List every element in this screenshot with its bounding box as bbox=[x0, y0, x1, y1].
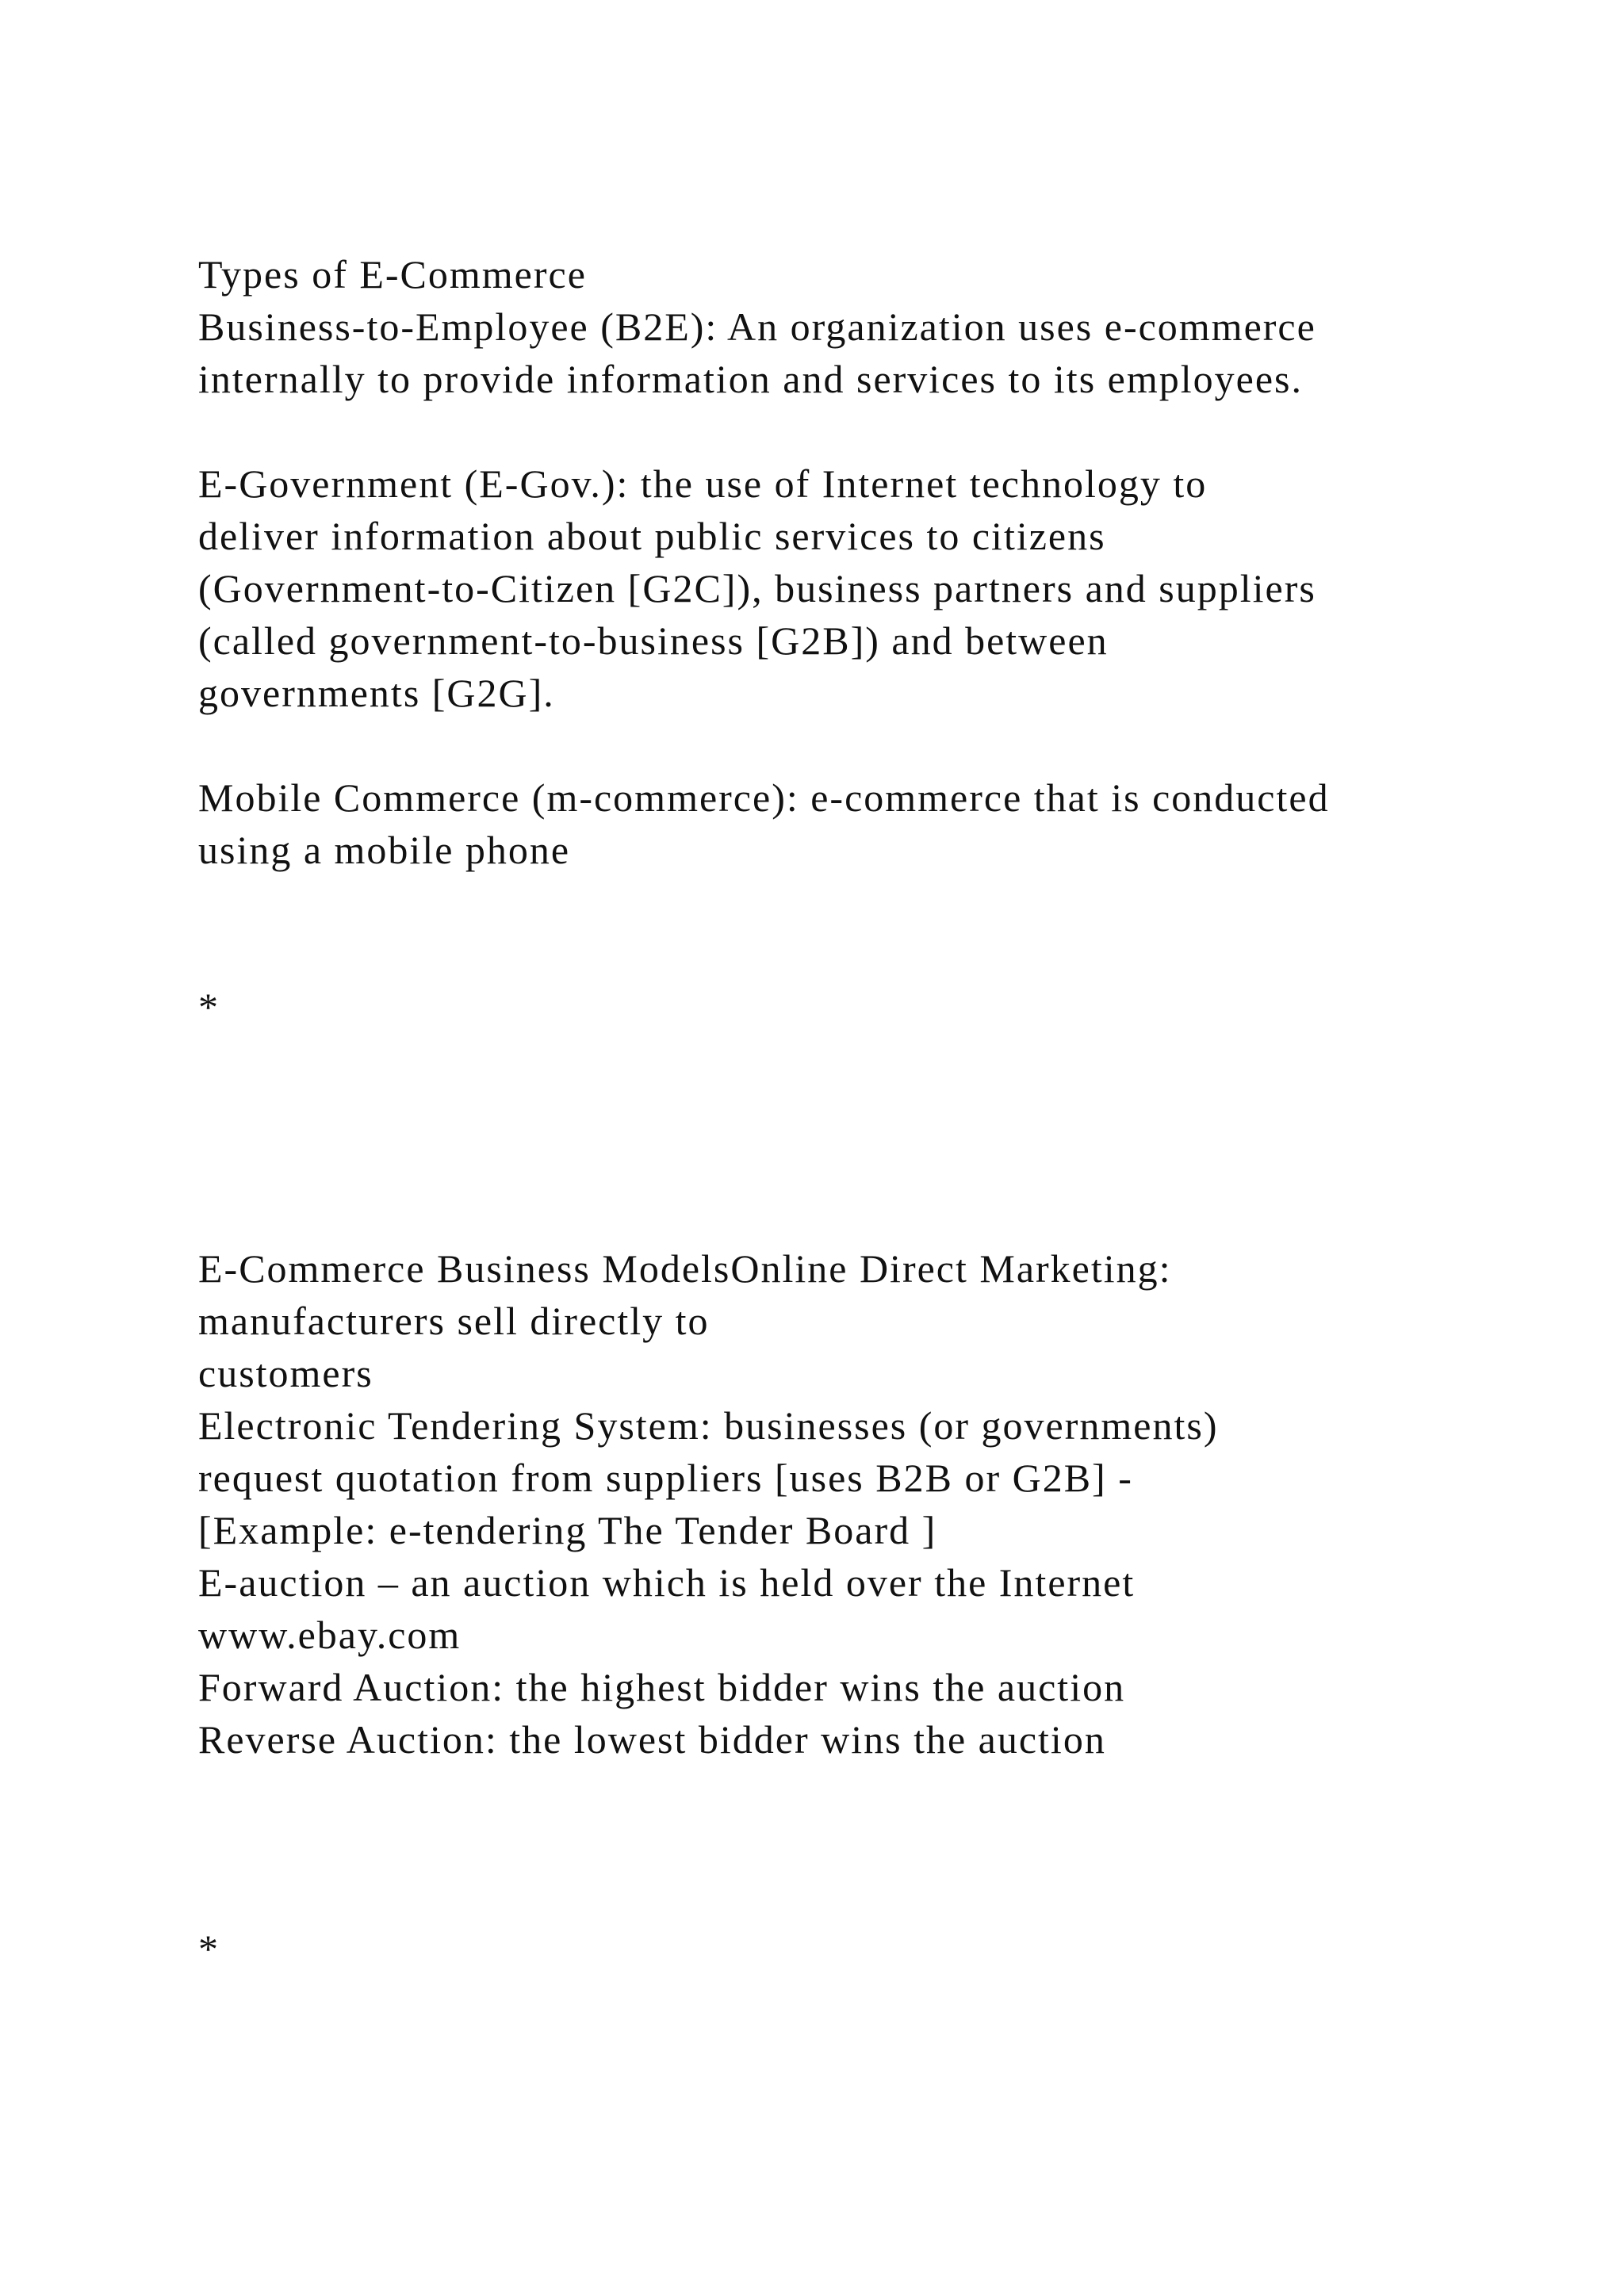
slide-footnote-marker bbox=[198, 981, 1499, 1033]
business-models-line: Forward Auction: the highest bidder wins the auction bbox=[198, 1665, 1126, 1709]
business-models-line: www.ebay.com bbox=[198, 1613, 462, 1657]
slide-footnote-marker bbox=[198, 1923, 1499, 1975]
egov-text-line: deliver information about public services to citizens bbox=[198, 514, 1106, 558]
section-types-of-ecommerce bbox=[198, 248, 1499, 876]
b2e-text-line: Business-to-Employee (B2E): An organization uses e-commerce bbox=[198, 304, 1316, 349]
egov-text-line: (Government-to-Citizen [G2C]), business partners and suppliers bbox=[198, 566, 1316, 610]
mcommerce-text-line: Mobile Commerce (m-commerce): e-commerce that is conducted bbox=[198, 775, 1330, 820]
business-models-line: manufacturers sell directly to bbox=[198, 1299, 710, 1343]
business-models-line: customers bbox=[198, 1351, 373, 1395]
business-models-line: E-Commerce Business ModelsOnline Direct Marketing: bbox=[198, 1246, 1172, 1291]
section-business-models bbox=[198, 1242, 1499, 1766]
section-title: Types of E-Commerce bbox=[198, 252, 587, 297]
business-models-line: E-auction – an auction which is held over the Internet bbox=[198, 1560, 1136, 1605]
asterisk-marker: * bbox=[198, 985, 220, 1029]
b2e-text-line: internally to provide information and services to its employees. bbox=[198, 357, 1303, 401]
business-models-line: Electronic Tendering System: businesses (or governments) bbox=[198, 1403, 1219, 1448]
egov-text-line: (called government-to-business [G2B]) and between bbox=[198, 618, 1109, 663]
business-models-line: request quotation from suppliers [uses B2B or G2B] - bbox=[198, 1456, 1133, 1500]
asterisk-marker: * bbox=[198, 1927, 220, 1971]
business-models-line: [Example: e-tendering The Tender Board ] bbox=[198, 1508, 937, 1552]
egov-text-line: governments [G2G]. bbox=[198, 671, 555, 715]
egov-text-line: E-Government (E-Gov.): the use of Internet technology to bbox=[198, 461, 1208, 506]
business-models-line: Reverse Auction: the lowest bidder wins the auction bbox=[198, 1717, 1106, 1762]
mcommerce-text-line: using a mobile phone bbox=[198, 828, 571, 872]
